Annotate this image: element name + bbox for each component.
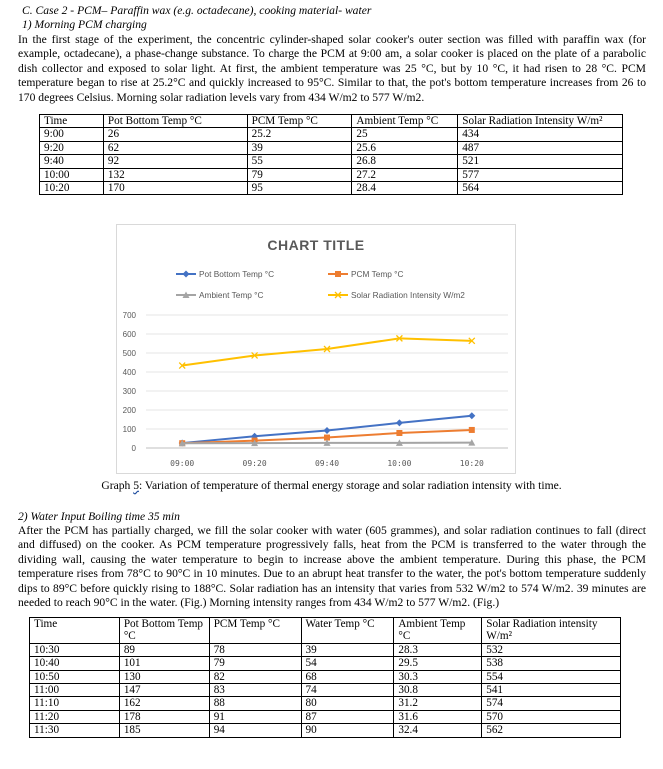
data-table-1 <box>39 114 623 195</box>
y-tick-label: 200 <box>122 406 136 415</box>
table-header-row <box>30 618 621 644</box>
table-cell: 554 <box>482 670 621 683</box>
table-cell: 532 <box>482 643 621 656</box>
table-cell: 574 <box>482 697 621 710</box>
table-cell: 79 <box>247 168 352 181</box>
y-tick-label: 600 <box>122 330 136 339</box>
table-cell: 31.6 <box>394 710 482 723</box>
chart-svg <box>116 224 516 474</box>
caption-number: 5 <box>133 479 140 492</box>
table-header-cell: Ambient Temp °C <box>352 115 458 128</box>
y-tick-label: 500 <box>122 349 136 358</box>
y-tick-label: 100 <box>122 425 136 434</box>
table-cell: 570 <box>482 710 621 723</box>
table-cell: 9:00 <box>40 128 104 141</box>
paragraph-1: In the first stage of the experiment, the concentric cylinder-shaped solar cooker's outer section was filled with paraffin wax (for example, octadecane), a phase-change substance. To charge the PCM at 9:00 am, a solar cooker is placed on the plate of a parabolic dish collector and exposed to solar light. At first, the ambient temperature was 25 °C, but by 10 °C, it had risen to 28 °C. PCM temperature began to rise at 25.2°C and quickly increased to 95°C. Similar to that, the pot's bottom temperature increases from 26 to 170 degrees Celsius. Morning solar radiation levels vary from 434 W/m2 to 577 W/m2. <box>18 33 646 104</box>
table-cell: 130 <box>119 670 209 683</box>
table-cell: 9:40 <box>40 155 104 168</box>
table-cell: 26.8 <box>352 155 458 168</box>
y-tick-label: 400 <box>122 368 136 377</box>
table-cell: 87 <box>301 710 394 723</box>
table-row <box>40 141 623 154</box>
table-header-cell: Water Temp °C <box>301 618 394 644</box>
subsection-heading-2: 2) Water Input Boiling time 35 min <box>18 510 180 523</box>
chart-title: CHART TITLE <box>267 237 365 253</box>
table-row <box>30 710 621 723</box>
x-tick-label: 09:20 <box>242 459 267 468</box>
table-cell: 28.3 <box>394 643 482 656</box>
table-cell: 32.4 <box>394 724 482 737</box>
table-cell: 88 <box>209 697 301 710</box>
table-cell: 577 <box>458 168 623 181</box>
table-header-cell: PCM Temp °C <box>247 115 352 128</box>
table-cell: 178 <box>119 710 209 723</box>
table-cell: 92 <box>103 155 247 168</box>
table-cell: 25 <box>352 128 458 141</box>
table-header-row <box>40 115 623 128</box>
table-cell: 10:50 <box>30 670 120 683</box>
section-title: C. Case 2 - PCM– Paraffin wax (e.g. octadecane), cooking material- water <box>22 4 372 17</box>
table-row <box>40 168 623 181</box>
table-cell: 80 <box>301 697 394 710</box>
table-cell: 162 <box>119 697 209 710</box>
table-cell: 521 <box>458 155 623 168</box>
legend-marker <box>335 271 341 277</box>
table-cell: 562 <box>482 724 621 737</box>
table-header-cell: PCM Temp °C <box>209 618 301 644</box>
table-cell: 10:20 <box>40 182 104 195</box>
table-cell: 538 <box>482 657 621 670</box>
table-row <box>40 155 623 168</box>
table-cell: 564 <box>458 182 623 195</box>
table-cell: 91 <box>209 710 301 723</box>
table-cell: 28.4 <box>352 182 458 195</box>
table-cell: 78 <box>209 643 301 656</box>
table-cell: 54 <box>301 657 394 670</box>
caption-text: : Variation of temperature of thermal energy storage and solar radiation intensity with time. <box>139 479 562 492</box>
table-cell: 11:10 <box>30 697 120 710</box>
table-row <box>30 684 621 697</box>
data-point <box>396 430 402 436</box>
table-cell: 39 <box>301 643 394 656</box>
table-cell: 101 <box>119 657 209 670</box>
x-tick-label: 10:00 <box>387 459 412 468</box>
table-header-cell: Solar Radiation Intensity W/m² <box>458 115 623 128</box>
line-chart <box>116 224 516 474</box>
table-row <box>40 182 623 195</box>
table-header-cell: Time <box>40 115 104 128</box>
table-header-cell: Ambient Temp °C <box>394 618 482 644</box>
table-cell: 79 <box>209 657 301 670</box>
data-point <box>469 427 475 433</box>
table-header-cell: Pot Bottom Temp °C <box>103 115 247 128</box>
table-cell: 95 <box>247 182 352 195</box>
table-cell: 89 <box>119 643 209 656</box>
table-row <box>30 643 621 656</box>
table-cell: 132 <box>103 168 247 181</box>
table-cell: 94 <box>209 724 301 737</box>
table-cell: 9:20 <box>40 141 104 154</box>
table-cell: 26 <box>103 128 247 141</box>
table-cell: 30.8 <box>394 684 482 697</box>
table-cell: 10:00 <box>40 168 104 181</box>
subsection-heading-1: 1) Morning PCM charging <box>22 18 147 31</box>
table-cell: 185 <box>119 724 209 737</box>
table-cell: 10:40 <box>30 657 120 670</box>
table-cell: 147 <box>119 684 209 697</box>
table-cell: 29.5 <box>394 657 482 670</box>
data-table-2 <box>29 617 621 738</box>
table-header-cell: Time <box>30 618 120 644</box>
table-cell: 27.2 <box>352 168 458 181</box>
table-cell: 62 <box>103 141 247 154</box>
table-cell: 82 <box>209 670 301 683</box>
x-tick-label: 10:20 <box>459 459 484 468</box>
table-header-cell: Solar Radiation intensity W/m² <box>482 618 621 644</box>
table-cell: 39 <box>247 141 352 154</box>
table-row <box>30 670 621 683</box>
table-cell: 541 <box>482 684 621 697</box>
legend-label: Pot Bottom Temp °C <box>199 269 275 279</box>
table-cell: 68 <box>301 670 394 683</box>
table-row <box>30 657 621 670</box>
table-cell: 434 <box>458 128 623 141</box>
table-cell: 11:00 <box>30 684 120 697</box>
table-cell: 31.2 <box>394 697 482 710</box>
table-row <box>30 697 621 710</box>
table-cell: 170 <box>103 182 247 195</box>
table-cell: 11:30 <box>30 724 120 737</box>
table-cell: 30.3 <box>394 670 482 683</box>
legend-label: PCM Temp °C <box>351 269 404 279</box>
caption-prefix: Graph <box>101 479 134 492</box>
paragraph-2: After the PCM has partially charged, we fill the solar cooker with water (605 grammes), and solar radiation continues to fall (direct and diffused) on the cooker. As PCM temperature progressively falls, heat from the PCM is transferred to the water through the dividing wall, causing the water temperature to begin to increase above the ambient temperature. During this phase, the PCM temperature rises from 78°C to 90°C in 10 minutes. Due to an abrupt heat transfer to the water, the pot's bottom temperature suddenly dips to 89°C before quickly rising to 188°C. Solar radiation has an intensity that varies from 532 W/m2 to 574 W/m2. 39 minutes are needed to reach 90°C in the water. (Fig.) Morning intensity ranges from 434 W/m2 to 577 W/m2. (Fig.) <box>18 524 646 610</box>
table-row <box>30 724 621 737</box>
figure-caption <box>0 479 663 493</box>
legend-label: Solar Radiation Intensity W/m2 <box>351 290 465 300</box>
table-cell: 74 <box>301 684 394 697</box>
table-cell: 487 <box>458 141 623 154</box>
y-tick-label: 0 <box>131 444 136 453</box>
y-tick-label: 700 <box>122 311 136 320</box>
table-cell: 83 <box>209 684 301 697</box>
table-header-cell: Pot Bottom Temp °C <box>119 618 209 644</box>
table-cell: 25.6 <box>352 141 458 154</box>
table-row <box>40 128 623 141</box>
table-cell: 11:20 <box>30 710 120 723</box>
table-cell: 10:30 <box>30 643 120 656</box>
y-tick-label: 300 <box>122 387 136 396</box>
table-cell: 90 <box>301 724 394 737</box>
table-cell: 55 <box>247 155 352 168</box>
legend-label: Ambient Temp °C <box>199 290 264 300</box>
x-tick-label: 09:00 <box>170 459 195 468</box>
table-cell: 25.2 <box>247 128 352 141</box>
x-tick-label: 09:40 <box>314 459 340 468</box>
